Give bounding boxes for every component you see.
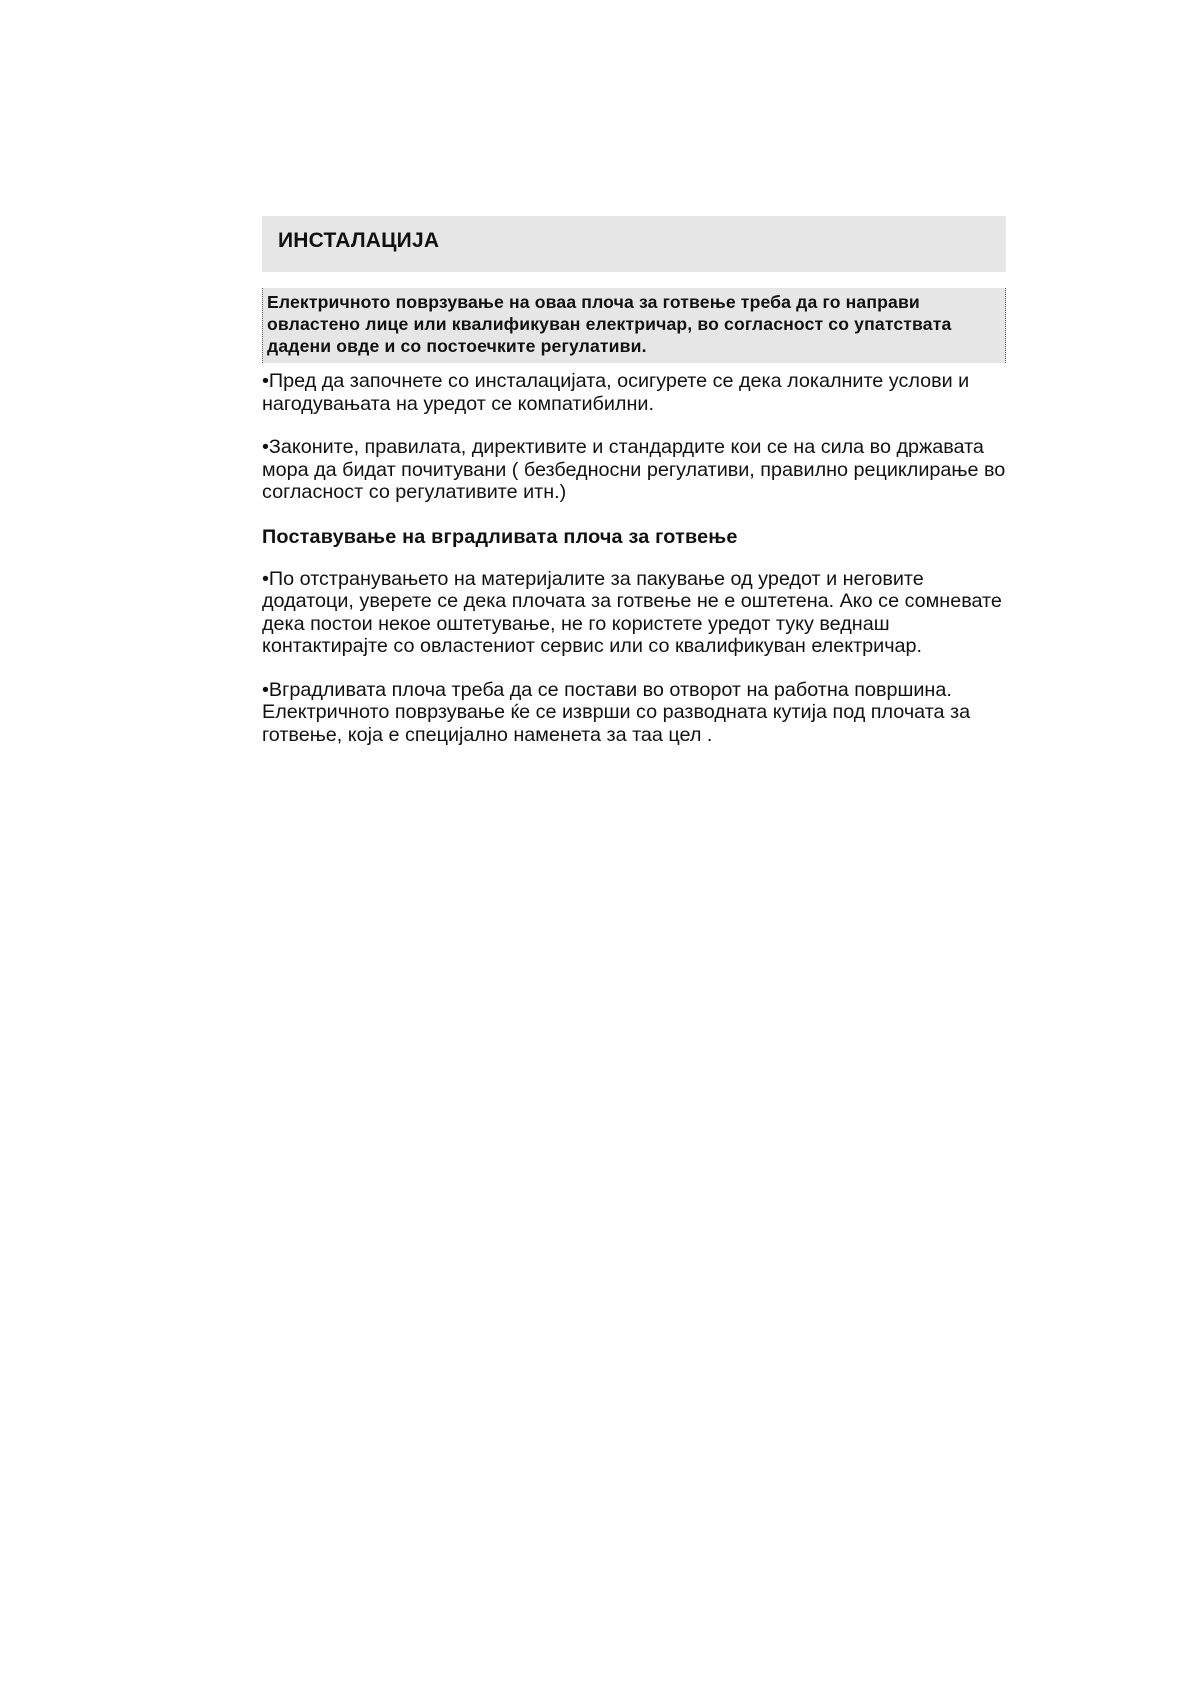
document-page <box>262 216 1006 746</box>
paragraph-damage-check: •По отстранувањето на материјалите за пакување од уредот и неговите додатоци, уверете се дека плочата за готвење не е оштетена. Ако се сомневате дека постои некое оштетување, не го користете уредот туку веднаш контактирајте со овластениот сервис или со квалификуван електричар. <box>262 567 1002 657</box>
paragraph-regulations: •Законите, правилата, директивите и стандардите кои се на сила во државата мора да бидат почитувани ( безбедносни регулативи, правилно рециклирање во согласност со регулативите итн.) <box>262 436 1006 503</box>
section-title: ИНСТАЛАЦИЈА <box>262 216 1006 272</box>
subsection-title: Поставување на вградливата плоча за готвење <box>262 525 738 548</box>
warning-notice: Електричното поврзување на оваа плоча за готвење треба да го направи овластено лице или квалификуван електричар, во согласност со упатствата дадени овде и со постоечките регулативи. <box>262 288 1006 363</box>
paragraph-mounting: •Вградливата плоча треба да се постави во отворот на работна површина. Електричното поврзување ќе се изврши со разводната кутија под плочата за готвење, која е специјално наменета за таа цел . <box>262 678 971 746</box>
paragraph-compatibility: •Пред да започнете со инсталацијата, осигурете се дека локалните услови и нагодувањата на уредот се компатибилни. <box>262 370 970 415</box>
